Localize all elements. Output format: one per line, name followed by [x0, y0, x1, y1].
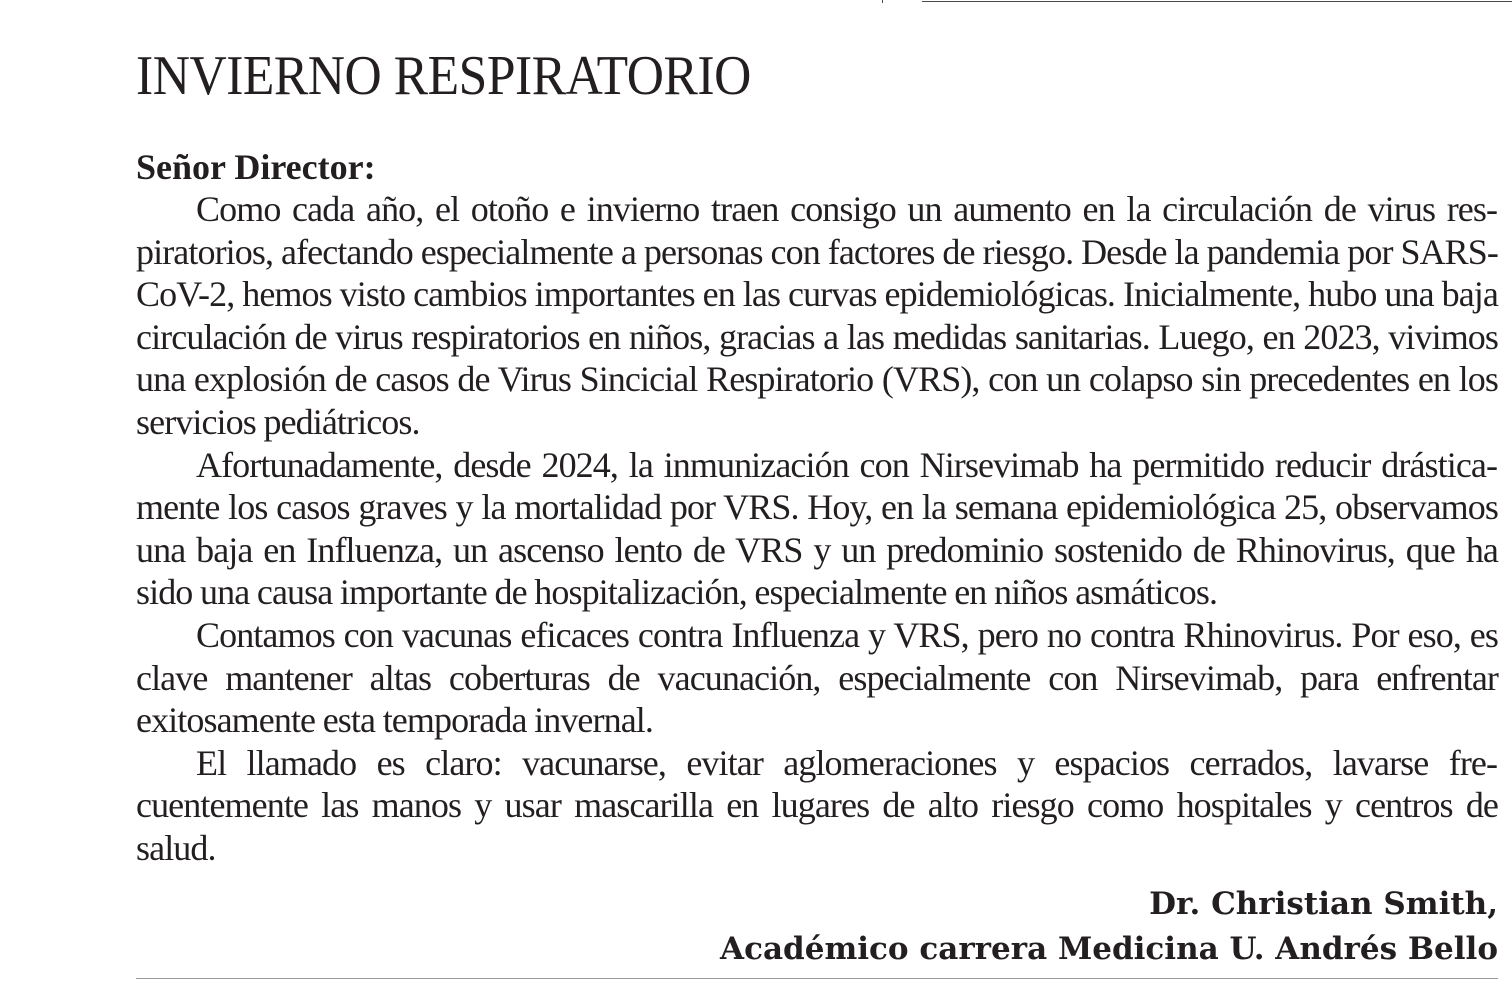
signature-block	[136, 882, 1498, 972]
article-title: INVIERNO RESPIRATORIO	[136, 45, 751, 107]
author-name: Dr. Christian Smith,	[1149, 885, 1498, 922]
top-tick-mark	[882, 0, 883, 3]
top-divider	[922, 1, 1512, 2]
author-affiliation: Académico carrera Medicina U. Andrés Bello	[720, 930, 1498, 967]
paragraph-2: Afortunadamente, desde 2024, la inmunización con Nirsevimab ha permitido reducir drásticamente los casos graves y la mortalidad por VRS. Hoy, en la semana epidemiológica 25, observamos una baja en Influenza, un ascenso lento de VRS y un predominio sostenido de Rhinovirus, que ha sido una causa importante de hospitalización, especialmente en niños asmáticos.	[136, 444, 1498, 613]
paragraph-3: Contamos con vacunas eficaces contra Influenza y VRS, pero no contra Rhinovirus. Por eso, es clave mantener altas coberturas de vacunación, especialmente con Nirsevimab, para enfrentar exitosamente esta temporada invernal.	[136, 614, 1498, 741]
paragraph-4: El llamado es claro: vacunarse, evitar aglomeraciones y espacios cerrados, lavarse frecuentemente las manos y usar mascarilla en lugares de alto riesgo como hospitales y centros de salud.	[136, 742, 1498, 868]
salutation: Señor Director:	[136, 147, 376, 187]
paragraph-1: Como cada año, el otoño e invierno traen consigo un aumento en la circulación de virus respiratorios, afectando especialmente a personas con factores de riesgo. Desde la pandemia por SARS-CoV-2, hemos visto cambios importantes en las curvas epidemiológicas. Inicialmente, hubo una baja circulación de virus respiratorios en niños, gracias a las medidas sanitarias. Luego, en 2023, vivimos una explosión de casos de Virus Sincicial Respiratorio (VRS), con un colapso sin precedentes en los servicios pediátricos.	[136, 189, 1498, 442]
letter-to-editor	[136, 40, 1498, 972]
bottom-divider	[136, 978, 1498, 979]
